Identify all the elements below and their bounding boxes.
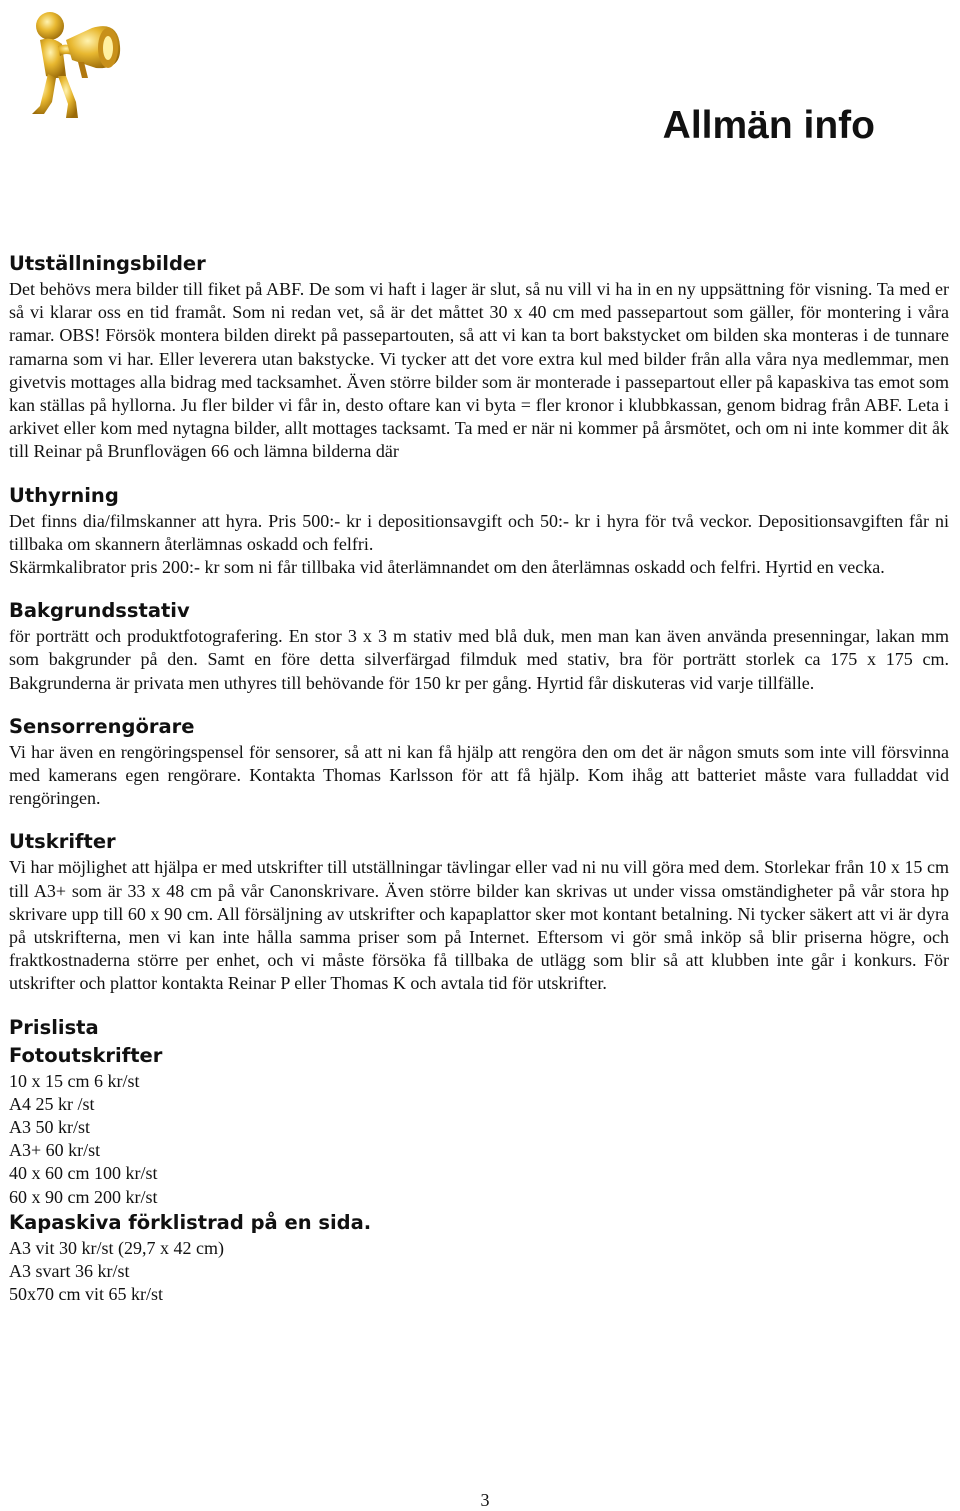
section-bakgrundsstativ [9,597,949,695]
section-heading-uthyrning: Uthyrning [9,483,119,507]
page-title: Allmän info [662,104,875,147]
section-prislista [9,1014,949,1307]
list-item: A3 svart 36 kr/st [9,1261,130,1282]
list-item: A3+ 60 kr/st [9,1140,101,1161]
section-heading-sensorrengorare: Sensorrengörare [9,714,195,738]
list-item: A3 vit 30 kr/st (29,7 x 42 cm) [9,1237,224,1258]
section-utstallningsbilder [9,250,949,464]
list-item: 60 x 90 cm 200 kr/st [9,1186,158,1207]
subheading-kapaskiva: Kapaskiva förklistrad på en sida. [9,1210,372,1234]
section-sensorrengorare [9,713,949,811]
section-heading-utstallningsbilder: Utställningsbilder [9,252,206,275]
list-item: 10 x 15 cm 6 kr/st [9,1070,140,1091]
section-text-bakgrundsstativ: för porträtt och produktfotografering. En stor 3 x 3 m stativ med blå duk, men man kan även använda presenningar, lakan mm som bakgrunder på den. Samt en före detta silverfärgad filmduk med stativ, bra för porträtt storlek ca 175 x 175 cm. Bakgrunderna är privata men uthyres till behövande för 150 kr per gång. Hyrtid får diskuteras vid varje tillfälle. [9,626,949,693]
page-number: 3 [480,1490,490,1510]
section-text-sensorrengorare: Vi har även en rengöringspensel för sensorer, så att ni kan få hjälp att rengöra den om det är någon smuts som inte vill försvinna med kamerans egen rengörare. Kontakta Thomas Karlsson för att få hjälp. Kom ihåg att batteriet måste vara fulladdat vid rengöringen. [9,741,949,809]
subheading-fotoutskrifter: Fotoutskrifter [9,1043,163,1067]
price-list-fotoutskrifter [9,1070,949,1209]
list-item: A4 25 kr /st [9,1093,95,1114]
list-item: A3 50 kr/st [9,1117,90,1138]
section-text-uthyrning-1: Det finns dia/filmskanner att hyra. Pris 500:- kr i depositionsavgift och 50:- kr i hyra för två veckor. Depositionsavgiften får ni tillbaka om skannern återlämnas oskadd och felfri. [9,510,949,554]
section-text-uthyrning-2: Skärmkalibrator pris 200:- kr som ni får tillbaka vid återlämnandet om den återlämnas oskadd och felfri. Hyrtid en vecka. [9,557,885,578]
section-utskrifter [9,828,949,995]
section-text-utskrifter: Vi har möjlighet att hjälpa er med utskrifter till utställningar tävlingar eller vad ni nu vill göra med dem. Storlekar från 10 x 15 cm till A3+ som är 33 x 48 cm på vår Canonskrivare. Även större bilder kan skrivas ut under vissa omständigheter på vår stora hp skrivare upp till 60 x 90 cm. All försäljning av utskrifter och kapaplattor sker mot kontant betalning. Ni tycker säkert att vi är dyra på utskrifterna, men vi kan inte hålla samma priser som på Internet. Eftersom vi gör små inköp så blir priserna högre, och fraktkostnaderna större per enhet, och vi måste försöka få tillbaka de utlägg som blir så att klubben inte går i konkurs. För utskrifter och plattor kontakta Reinar P eller Thomas K och avtala tid för utskrifter. [9,857,949,994]
section-heading-bakgrundsstativ: Bakgrundsstativ [9,599,190,623]
list-item: 40 x 60 cm 100 kr/st [9,1163,158,1184]
document-body [9,250,949,1307]
section-heading-prislista: Prislista [9,1015,99,1039]
price-list-kapaskiva [9,1237,949,1307]
section-heading-utskrifter: Utskrifter [9,830,116,854]
list-item: 50x70 cm vit 65 kr/st [9,1284,163,1305]
section-text-utstallningsbilder: Det behövs mera bilder till fiket på ABF. De som vi haft i lager är slut, så nu vill vi ha in en ny uppsättning för visning. Ta med er så vi klarar oss en tid framåt. Som ni redan vet, så är det måttet 30 x 40 cm med passepartout som gäller, för montering i våra ramar. OBS! Försök montera bilden direkt på passepartouten, så att vi kan ta bort bakstycket om bilden ska monteras i de tunnare ramarna som vi har. Eller leverera utan bakstycke. Vi tycker att det vore extra kul med bilder från alla våra nya medlemmar, men givetvis mottages alla bidrag med tacksamhet. Även större bilder som är monterade i passepartout eller på kapaskiva tas emot som kan ställas på hyllorna. Ju fler bilder vi får in, desto oftare kan vi byta = fler kronor i klubbkassan, genom bidrag från ABF. Leta i arkivet eller kom med nytagna bilder, allt mottages tacksamt. Ta med er när ni kommer på årsmötet, och om ni inte kommer dit åk till Reinar på Brunflovägen 66 och lämna bilderna där [9,279,949,462]
section-uthyrning [9,482,949,580]
